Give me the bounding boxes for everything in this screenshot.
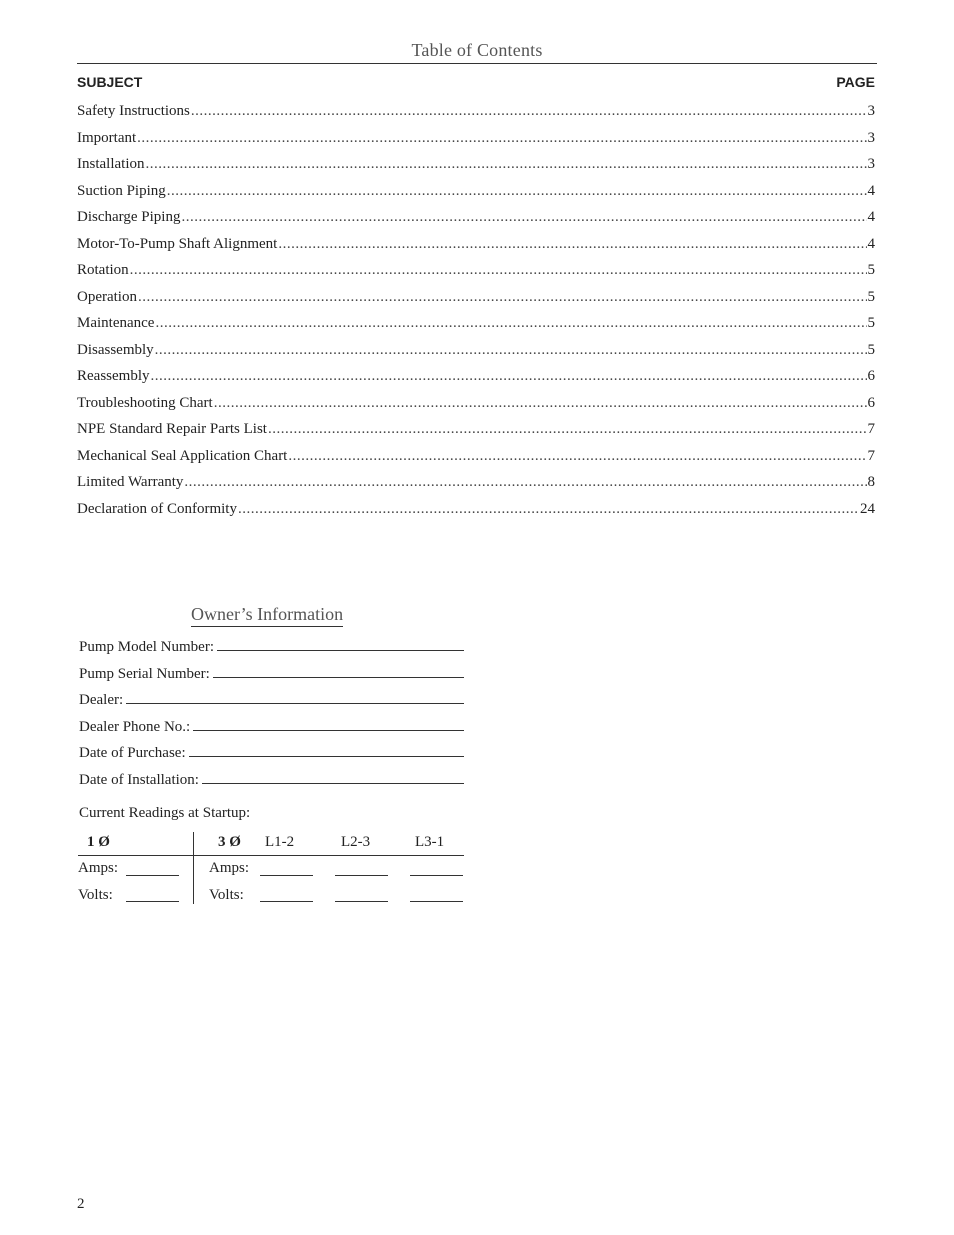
toc-leader [138,289,867,306]
current-readings-label: Current Readings at Startup: [79,805,251,821]
toc-entry-page: 6 [867,368,875,384]
single-phase-amps-field[interactable] [126,875,179,876]
pump-serial-number-label: Pump Serial Number: [79,665,210,682]
toc-entry-rotation[interactable] [77,262,875,289]
owner-info-form [79,636,464,795]
toc-entry-label: Troubleshooting Chart [77,394,213,411]
pump-serial-number-row [79,663,464,690]
toc-leader [184,474,866,491]
toc-entry-disassembly[interactable] [77,342,875,369]
toc-entry-page: 5 [867,262,875,278]
single-phase-volts-field[interactable] [126,901,179,902]
toc-leader [151,368,867,385]
toc-entry-label: Limited Warranty [77,474,184,490]
pump-model-number-field[interactable] [217,636,464,651]
page-number: 2 [77,1196,85,1212]
toc-entry-page: 4 [867,182,875,199]
toc-leader [238,501,859,518]
l2-3-header: L2-3 [341,834,371,850]
amps-l2-3-field[interactable] [335,875,388,876]
pump-serial-number-field[interactable] [213,663,464,678]
readings-vertical-divider [193,832,194,904]
date-of-installation-row [79,769,464,796]
toc-entry-safety-instructions[interactable] [77,103,875,130]
toc-leader [155,342,867,359]
date-of-installation-label: Date of Installation: [79,771,199,788]
toc-entry-page: 5 [867,341,875,358]
amps-l3-1-field[interactable] [410,875,463,876]
toc-leader [146,156,867,173]
single-phase-header: 1 Ø [87,834,110,850]
dealer-phone-row [79,716,464,743]
toc-entry-suction-piping[interactable] [77,183,875,210]
toc-entry-maintenance[interactable] [77,315,875,342]
pump-model-number-label: Pump Model Number: [79,639,214,655]
toc-subject-header: SUBJECT [77,74,143,90]
toc-entry-page: 5 [867,315,875,331]
toc-leader [167,183,867,200]
toc-list [77,103,875,527]
toc-entry-troubleshooting-chart[interactable] [77,395,875,422]
toc-entry-label: Disassembly [77,341,154,358]
toc-entry-declaration-of-conformity[interactable] [77,501,875,528]
toc-leader [278,236,866,253]
toc-page-header: PAGE [836,74,875,90]
toc-entry-label: Operation [77,288,137,305]
toc-entry-limited-warranty[interactable] [77,474,875,501]
readings-header-rule [78,855,464,856]
volts-l2-3-field[interactable] [335,901,388,902]
toc-entry-label: Suction Piping [77,182,166,199]
volts-l3-1-field[interactable] [410,901,463,902]
toc-entry-page: 4 [867,235,875,252]
toc-entry-operation[interactable] [77,289,875,316]
toc-entry-page: 6 [867,394,875,411]
l1-2-header: L1-2 [265,834,295,850]
three-phase-amps-label: Amps: [209,860,250,876]
toc-entry-page: 24 [860,500,875,517]
toc-leader [155,315,866,332]
l3-1-header: L3-1 [415,834,445,850]
three-phase-volts-label: Volts: [209,887,244,903]
volts-l1-2-field[interactable] [260,901,313,902]
date-of-purchase-row [79,742,464,769]
toc-leader [288,448,866,465]
dealer-phone-label: Dealer Phone No.: [79,718,191,735]
dealer-label: Dealer: [79,692,124,708]
toc-entry-page: 4 [867,209,875,225]
toc-leader [214,395,867,412]
toc-entry-page: 3 [867,129,875,146]
toc-entry-label: Motor-To-Pump Shaft Alignment [77,235,278,252]
date-of-purchase-label: Date of Purchase: [79,745,186,761]
amps-l1-2-field[interactable] [260,875,313,876]
toc-entry-page: 5 [867,288,875,305]
toc-entry-page: 7 [867,447,875,464]
toc-leader [137,130,866,147]
toc-entry-installation[interactable] [77,156,875,183]
toc-entry-label: Mechanical Seal Application Chart [77,447,288,464]
dealer-field[interactable] [126,689,464,704]
toc-entry-label: Declaration of Conformity [77,500,237,517]
toc-entry-seal-application-chart[interactable] [77,448,875,475]
toc-entry-page: 3 [867,103,875,119]
date-of-purchase-field[interactable] [189,742,464,757]
toc-entry-label: Important [77,129,137,146]
toc-entry-important[interactable] [77,130,875,157]
toc-title: Table of Contents [411,40,543,60]
toc-entry-page: 7 [867,421,875,437]
toc-entry-shaft-alignment[interactable] [77,236,875,263]
toc-header [77,74,875,90]
single-phase-amps-label: Amps: [78,860,119,876]
current-readings-table [78,832,464,904]
pump-model-number-row [79,636,464,663]
toc-leader [268,421,867,438]
toc-entry-repair-parts-list[interactable] [77,421,875,448]
owner-info-title: Owner’s Information [191,604,343,627]
toc-leader [181,209,866,226]
single-phase-volts-label: Volts: [78,887,113,903]
toc-leader [191,103,867,120]
toc-entry-reassembly[interactable] [77,368,875,395]
toc-entry-page: 3 [867,156,875,172]
dealer-row [79,689,464,716]
toc-entry-label: Reassembly [77,368,150,384]
toc-entry-label: Installation [77,156,145,172]
date-of-installation-field[interactable] [202,769,464,784]
toc-entry-label: NPE Standard Repair Parts List [77,421,267,437]
toc-entry-page: 8 [867,474,875,490]
toc-entry-label: Discharge Piping [77,209,181,225]
toc-title-rule [77,63,877,64]
dealer-phone-field[interactable] [193,716,464,731]
toc-entry-discharge-piping[interactable] [77,209,875,236]
toc-leader [130,262,867,279]
toc-entry-label: Rotation [77,262,129,278]
toc-entry-label: Safety Instructions [77,103,190,119]
toc-entry-label: Maintenance [77,315,155,331]
three-phase-header: 3 Ø [218,834,241,850]
